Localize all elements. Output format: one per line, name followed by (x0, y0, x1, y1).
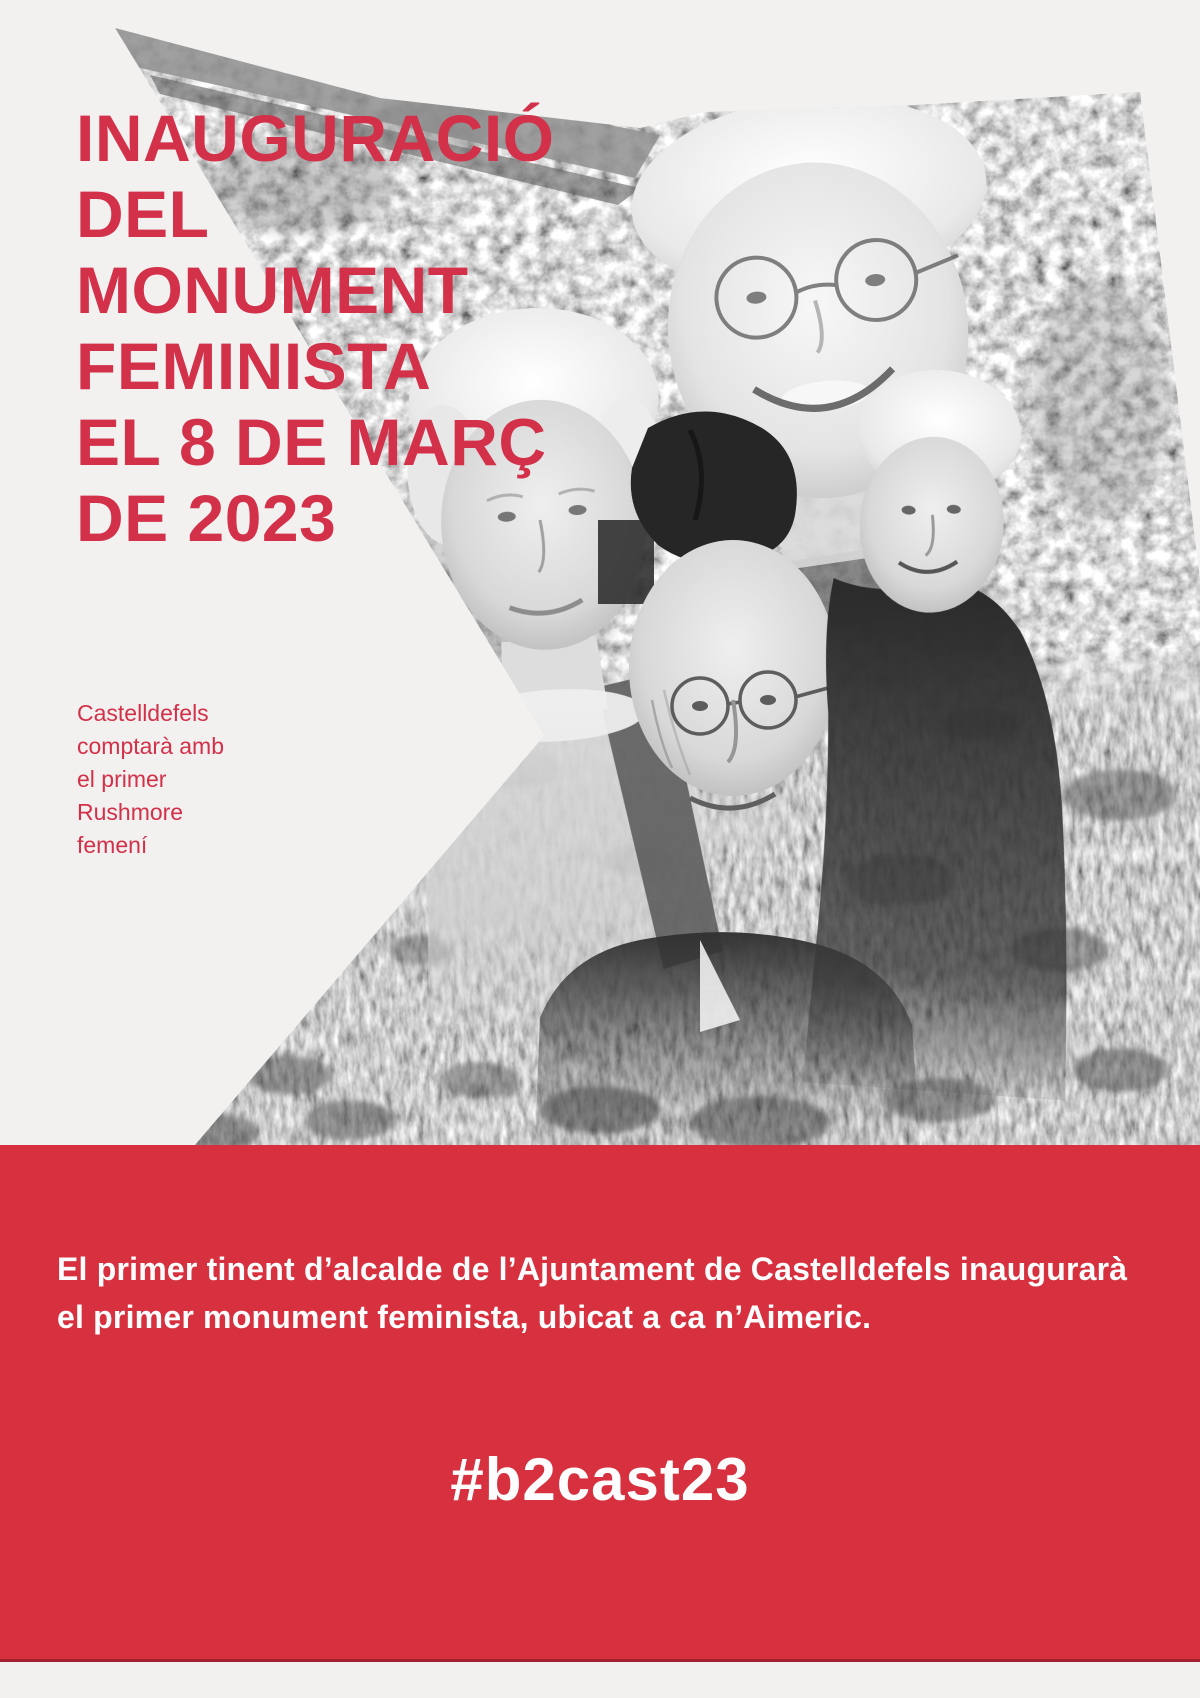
title-line: EL 8 DE MARÇ (76, 405, 547, 479)
hashtag-text: #b2cast23 (450, 1446, 750, 1513)
title-line: DE 2023 (76, 481, 337, 555)
footer-band (0, 1145, 1200, 1662)
subtitle-text: Castelldefels comptarà amb el primer Rushmore femení (77, 700, 225, 858)
bottom-margin-strip (0, 1662, 1200, 1698)
title-line: MONUMENT (76, 253, 469, 327)
poster-title (76, 100, 555, 556)
title-line: DEL (76, 177, 210, 251)
event-description: El primer tinent d’alcalde de l’Ajuntament de Castelldefels inaugurarà el primer monument feminista, ubicat a ca n’Aimeric. (57, 1251, 1128, 1335)
title-line: INAUGURACIÓ (76, 101, 555, 175)
title-line: FEMINISTA (76, 329, 432, 403)
